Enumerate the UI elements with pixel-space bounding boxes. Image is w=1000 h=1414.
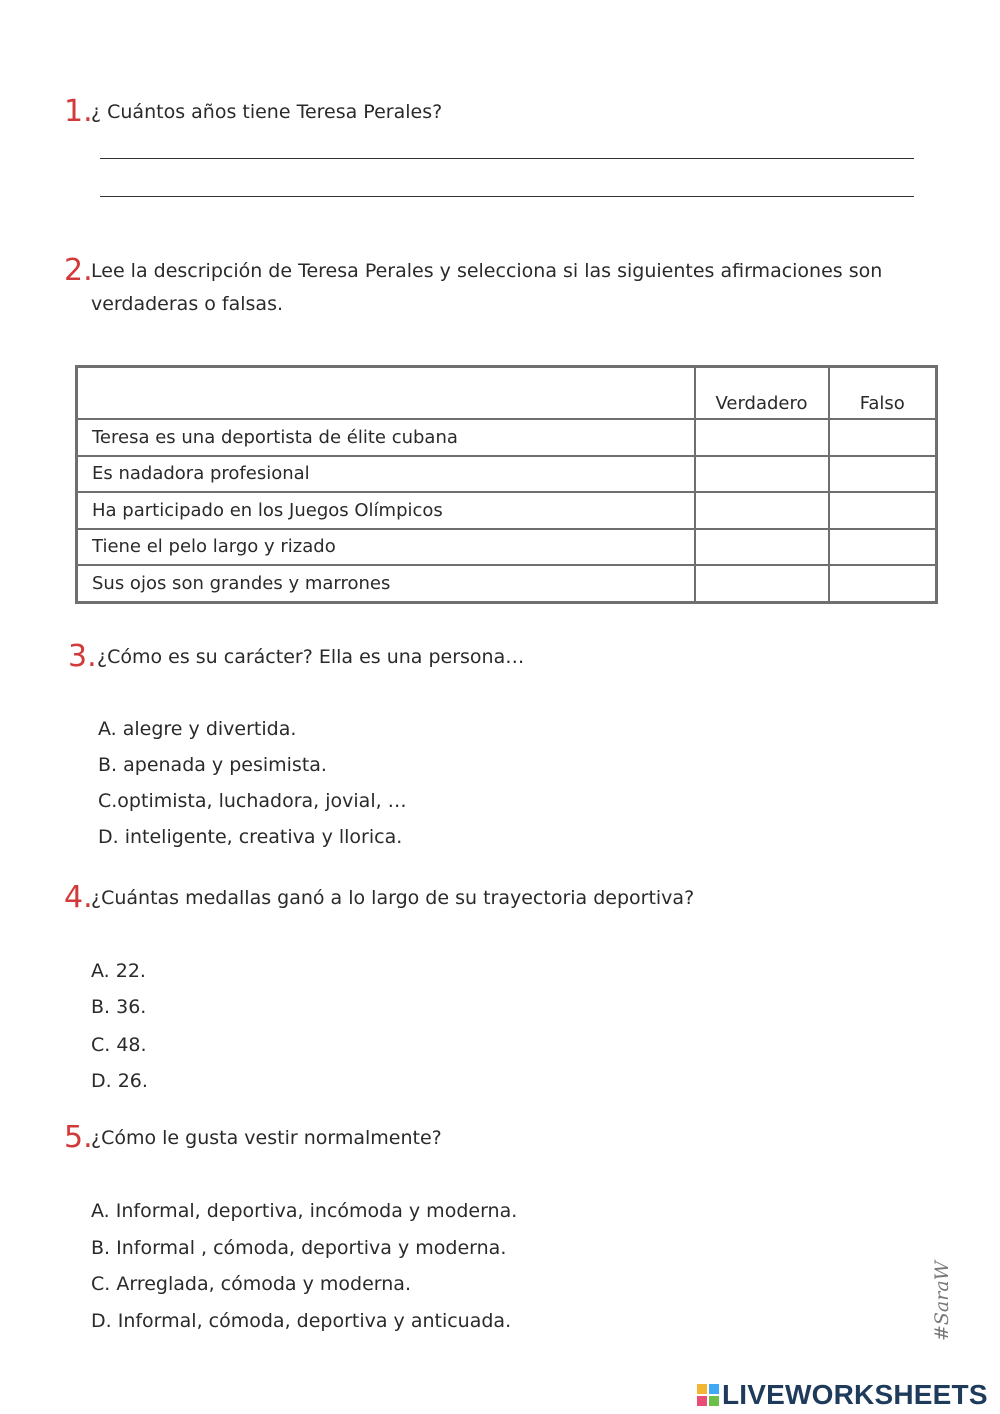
false-cell-2[interactable] <box>829 456 937 493</box>
question-4-number: 4. <box>64 880 93 915</box>
liveworksheets-logo-icon <box>697 1384 719 1406</box>
q3-option-c[interactable]: C.optimista, luchadora, jovial, … <box>98 790 407 812</box>
q5-option-d[interactable]: D. Informal, cómoda, deportiva y anticuada. <box>91 1310 512 1332</box>
question-1-number: 1. <box>64 94 93 129</box>
table-row <box>77 492 937 529</box>
false-cell-1[interactable] <box>829 419 937 456</box>
question-4-text: ¿Cuántas medallas ganó a lo largo de su trayectoria deportiva? <box>91 887 695 909</box>
answer-line-1[interactable] <box>100 158 914 159</box>
question-2-number: 2. <box>64 253 93 288</box>
liveworksheets-brand[interactable] <box>697 1380 988 1410</box>
q4-option-d[interactable]: D. 26. <box>91 1070 148 1092</box>
brand-name: LIVEWORKSHEETS <box>722 1379 988 1410</box>
statement-3: Ha participado en los Juegos Olímpicos <box>77 492 695 529</box>
statement-5: Sus ojos son grandes y marrones <box>77 565 695 602</box>
table-row <box>77 419 937 456</box>
true-cell-1[interactable] <box>695 419 829 456</box>
question-1-text: ¿ Cuántos años tiene Teresa Perales? <box>91 101 443 123</box>
q5-option-b[interactable]: B. Informal , cómoda, deportiva y moderna. <box>91 1237 507 1259</box>
false-cell-4[interactable] <box>829 529 937 566</box>
statement-1: Teresa es una deportista de élite cubana <box>77 419 695 456</box>
true-false-table <box>75 365 938 604</box>
q4-option-a[interactable]: A. 22. <box>91 960 146 982</box>
true-cell-3[interactable] <box>695 492 829 529</box>
q4-option-c[interactable]: C. 48. <box>91 1034 147 1056</box>
true-cell-4[interactable] <box>695 529 829 566</box>
logo-square-3 <box>697 1396 707 1406</box>
statement-4: Tiene el pelo largo y rizado <box>77 529 695 566</box>
table-row <box>77 529 937 566</box>
table-row <box>77 456 937 493</box>
table-header-false: Falso <box>829 367 937 420</box>
statement-2: Es nadadora profesional <box>77 456 695 493</box>
q3-option-a[interactable]: A. alegre y divertida. <box>98 718 297 740</box>
table-header-true: Verdadero <box>695 367 829 420</box>
answer-line-2[interactable] <box>100 196 914 197</box>
logo-square-2 <box>709 1384 719 1394</box>
question-3-number: 3. <box>68 639 97 674</box>
logo-square-1 <box>697 1384 707 1394</box>
true-cell-5[interactable] <box>695 565 829 602</box>
logo-square-4 <box>709 1396 719 1406</box>
q5-option-a[interactable]: A. Informal, deportiva, incómoda y moderna. <box>91 1200 518 1222</box>
question-5-text: ¿Cómo le gusta vestir normalmente? <box>91 1127 442 1149</box>
question-3-text: ¿Cómo es su carácter? Ella es una persona… <box>97 646 525 668</box>
q3-option-b[interactable]: B. apenada y pesimista. <box>98 754 327 776</box>
q3-option-d[interactable]: D. inteligente, creativa y llorica. <box>98 826 403 848</box>
table-row <box>77 565 937 602</box>
q4-option-b[interactable]: B. 36. <box>91 996 147 1018</box>
q5-option-c[interactable]: C. Arreglada, cómoda y moderna. <box>91 1273 411 1295</box>
table-header-statement <box>77 367 695 420</box>
table-header-row <box>77 367 937 420</box>
author-signature: #SaraW <box>931 1260 953 1341</box>
false-cell-3[interactable] <box>829 492 937 529</box>
true-cell-2[interactable] <box>695 456 829 493</box>
question-5-number: 5. <box>64 1120 93 1155</box>
question-2-text: Lee la descripción de Teresa Perales y selecciona si las siguientes afirmaciones son verdaderas o falsas. <box>91 260 883 315</box>
false-cell-5[interactable] <box>829 565 937 602</box>
